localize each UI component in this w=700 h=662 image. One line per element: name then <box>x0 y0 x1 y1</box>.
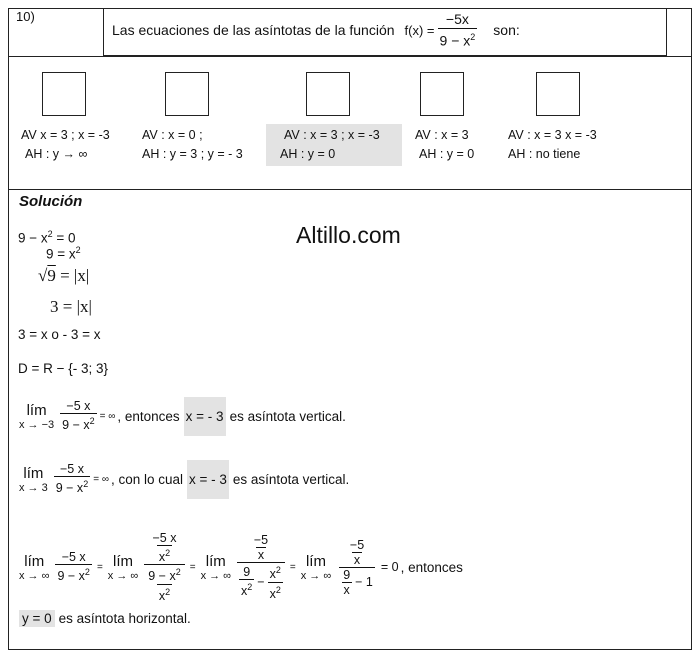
option-checkbox-2[interactable] <box>165 72 209 116</box>
option-3-av: AV : x = 3 ; x = -3 <box>284 128 380 142</box>
option-5-av: AV : x = 3 x = -3 <box>508 128 597 142</box>
option-4-av: AV : x = 3 <box>415 128 469 142</box>
statement-text: Las ecuaciones de las asíntotas de la función <box>112 22 395 38</box>
option-2 <box>142 126 243 164</box>
question-statement <box>112 10 520 50</box>
lim-operator-inf-3: lím x → ∞ <box>200 552 232 582</box>
lim-inf-fraction-1: $\frac{-5 x}{9 - x^2}$ <box>57 550 90 584</box>
lim-fraction-1: $\frac{-5 x}{9 - x^2}$ <box>62 399 95 433</box>
lim-inf-fraction-4: $\frac{-5}{x}$ $\frac{9}{x}$ − 1 <box>339 538 375 597</box>
option-checkbox-3[interactable] <box>306 72 350 116</box>
domain-line: D = R − {- 3; 3} <box>18 361 109 376</box>
option-1-av: AV x = 3 ; x = -3 <box>21 128 110 142</box>
lim-inf-fraction-3: $\frac{-5}{x}$ $\frac{9}{x^2}$ − $\frac{x^2}{x^2}$ <box>237 533 285 600</box>
function-label: f(x) = <box>404 22 435 38</box>
watermark: Altillo.com <box>296 222 401 248</box>
eq-line-3: √9 = |x| <box>38 266 90 285</box>
eq-line-2: $9 = x^2$ <box>46 245 81 262</box>
vertical-asymptote-2: x = - 3 <box>187 460 229 499</box>
divider-solution <box>8 189 691 190</box>
horizontal-asymptote-line: y = 0 es asíntota horizontal. <box>19 608 191 628</box>
statement-tail: son: <box>493 22 520 38</box>
lim-inf-fraction-2: $\frac{\frac{-5 x}{x^2}}{\frac{9 - x^2}{x^2}}$ <box>144 531 184 602</box>
function-numerator: −5x <box>445 10 469 27</box>
limit-infinity-line: lím x → ∞ $\frac{-5 x}{9 - x^2}$ = lím x → ∞ $\frac{\frac{-5 x}{x^2}}{\frac{9 - x^2}{x^2}}$ = lím x → ∞ $\frac{-5}{x}$ $\frac{9}{x^2}$ − $\frac{x^2}{x^2}$ = lím x → ∞ $\frac{-5}{x}$ $\frac{9}{x}$ − 1 = 0 , entonces <box>19 531 463 603</box>
limit-line-2: lím x → 3 $\frac{-5 x}{9 - x^2}$ = ∞ , con lo cual x = - 3 es asíntota vertical. <box>19 458 349 500</box>
option-4 <box>415 126 474 164</box>
function-fraction <box>438 11 478 50</box>
option-1 <box>21 126 110 164</box>
option-2-av: AV : x = 0 ; <box>142 128 203 142</box>
option-4-ah: AH : y = 0 <box>419 147 475 161</box>
option-checkbox-4[interactable] <box>420 72 464 116</box>
function-denominator: $9 - x^2$ <box>438 28 478 50</box>
option-3-ah: AH : y = 0 <box>280 147 336 161</box>
option-3 <box>266 124 402 166</box>
lim-operator-inf-4: lím x → ∞ <box>300 552 332 582</box>
solution-title: Solución <box>19 193 83 210</box>
horizontal-asymptote: y = 0 <box>19 610 55 627</box>
option-5 <box>508 126 597 164</box>
vertical-asymptote-1: x = - 3 <box>184 397 226 436</box>
eq-line-4: 3 = |x| <box>50 297 92 316</box>
option-5-ah: AH : no tiene <box>508 147 581 161</box>
lim-operator-inf-1: lím x → ∞ <box>19 552 50 582</box>
limit-line-1: lím x → −3 $\frac{-5 x}{9 - x^2}$ = ∞ , entonces x = - 3 es asíntota vertical. <box>19 395 346 437</box>
lim-operator-inf-2: lím x → ∞ <box>107 552 139 582</box>
question-number: 10) <box>16 9 35 24</box>
option-2-ah: AH : y = 3 ; y = - 3 <box>142 147 243 161</box>
eq-line-1: $9 - x^2 = 0$ <box>18 229 76 246</box>
divider-header <box>8 56 691 57</box>
option-checkbox-1[interactable] <box>42 72 86 116</box>
lim-operator-1: lím x → −3 <box>19 401 55 431</box>
option-checkbox-5[interactable] <box>536 72 580 116</box>
lim-fraction-2: $\frac{-5 x}{9 - x^2}$ <box>55 462 89 496</box>
eq-line-5: 3 = x o - 3 = x <box>18 327 101 342</box>
lim-operator-2: lím x → 3 <box>19 464 48 494</box>
option-1-ah: AH : y → ∞ <box>25 147 88 161</box>
